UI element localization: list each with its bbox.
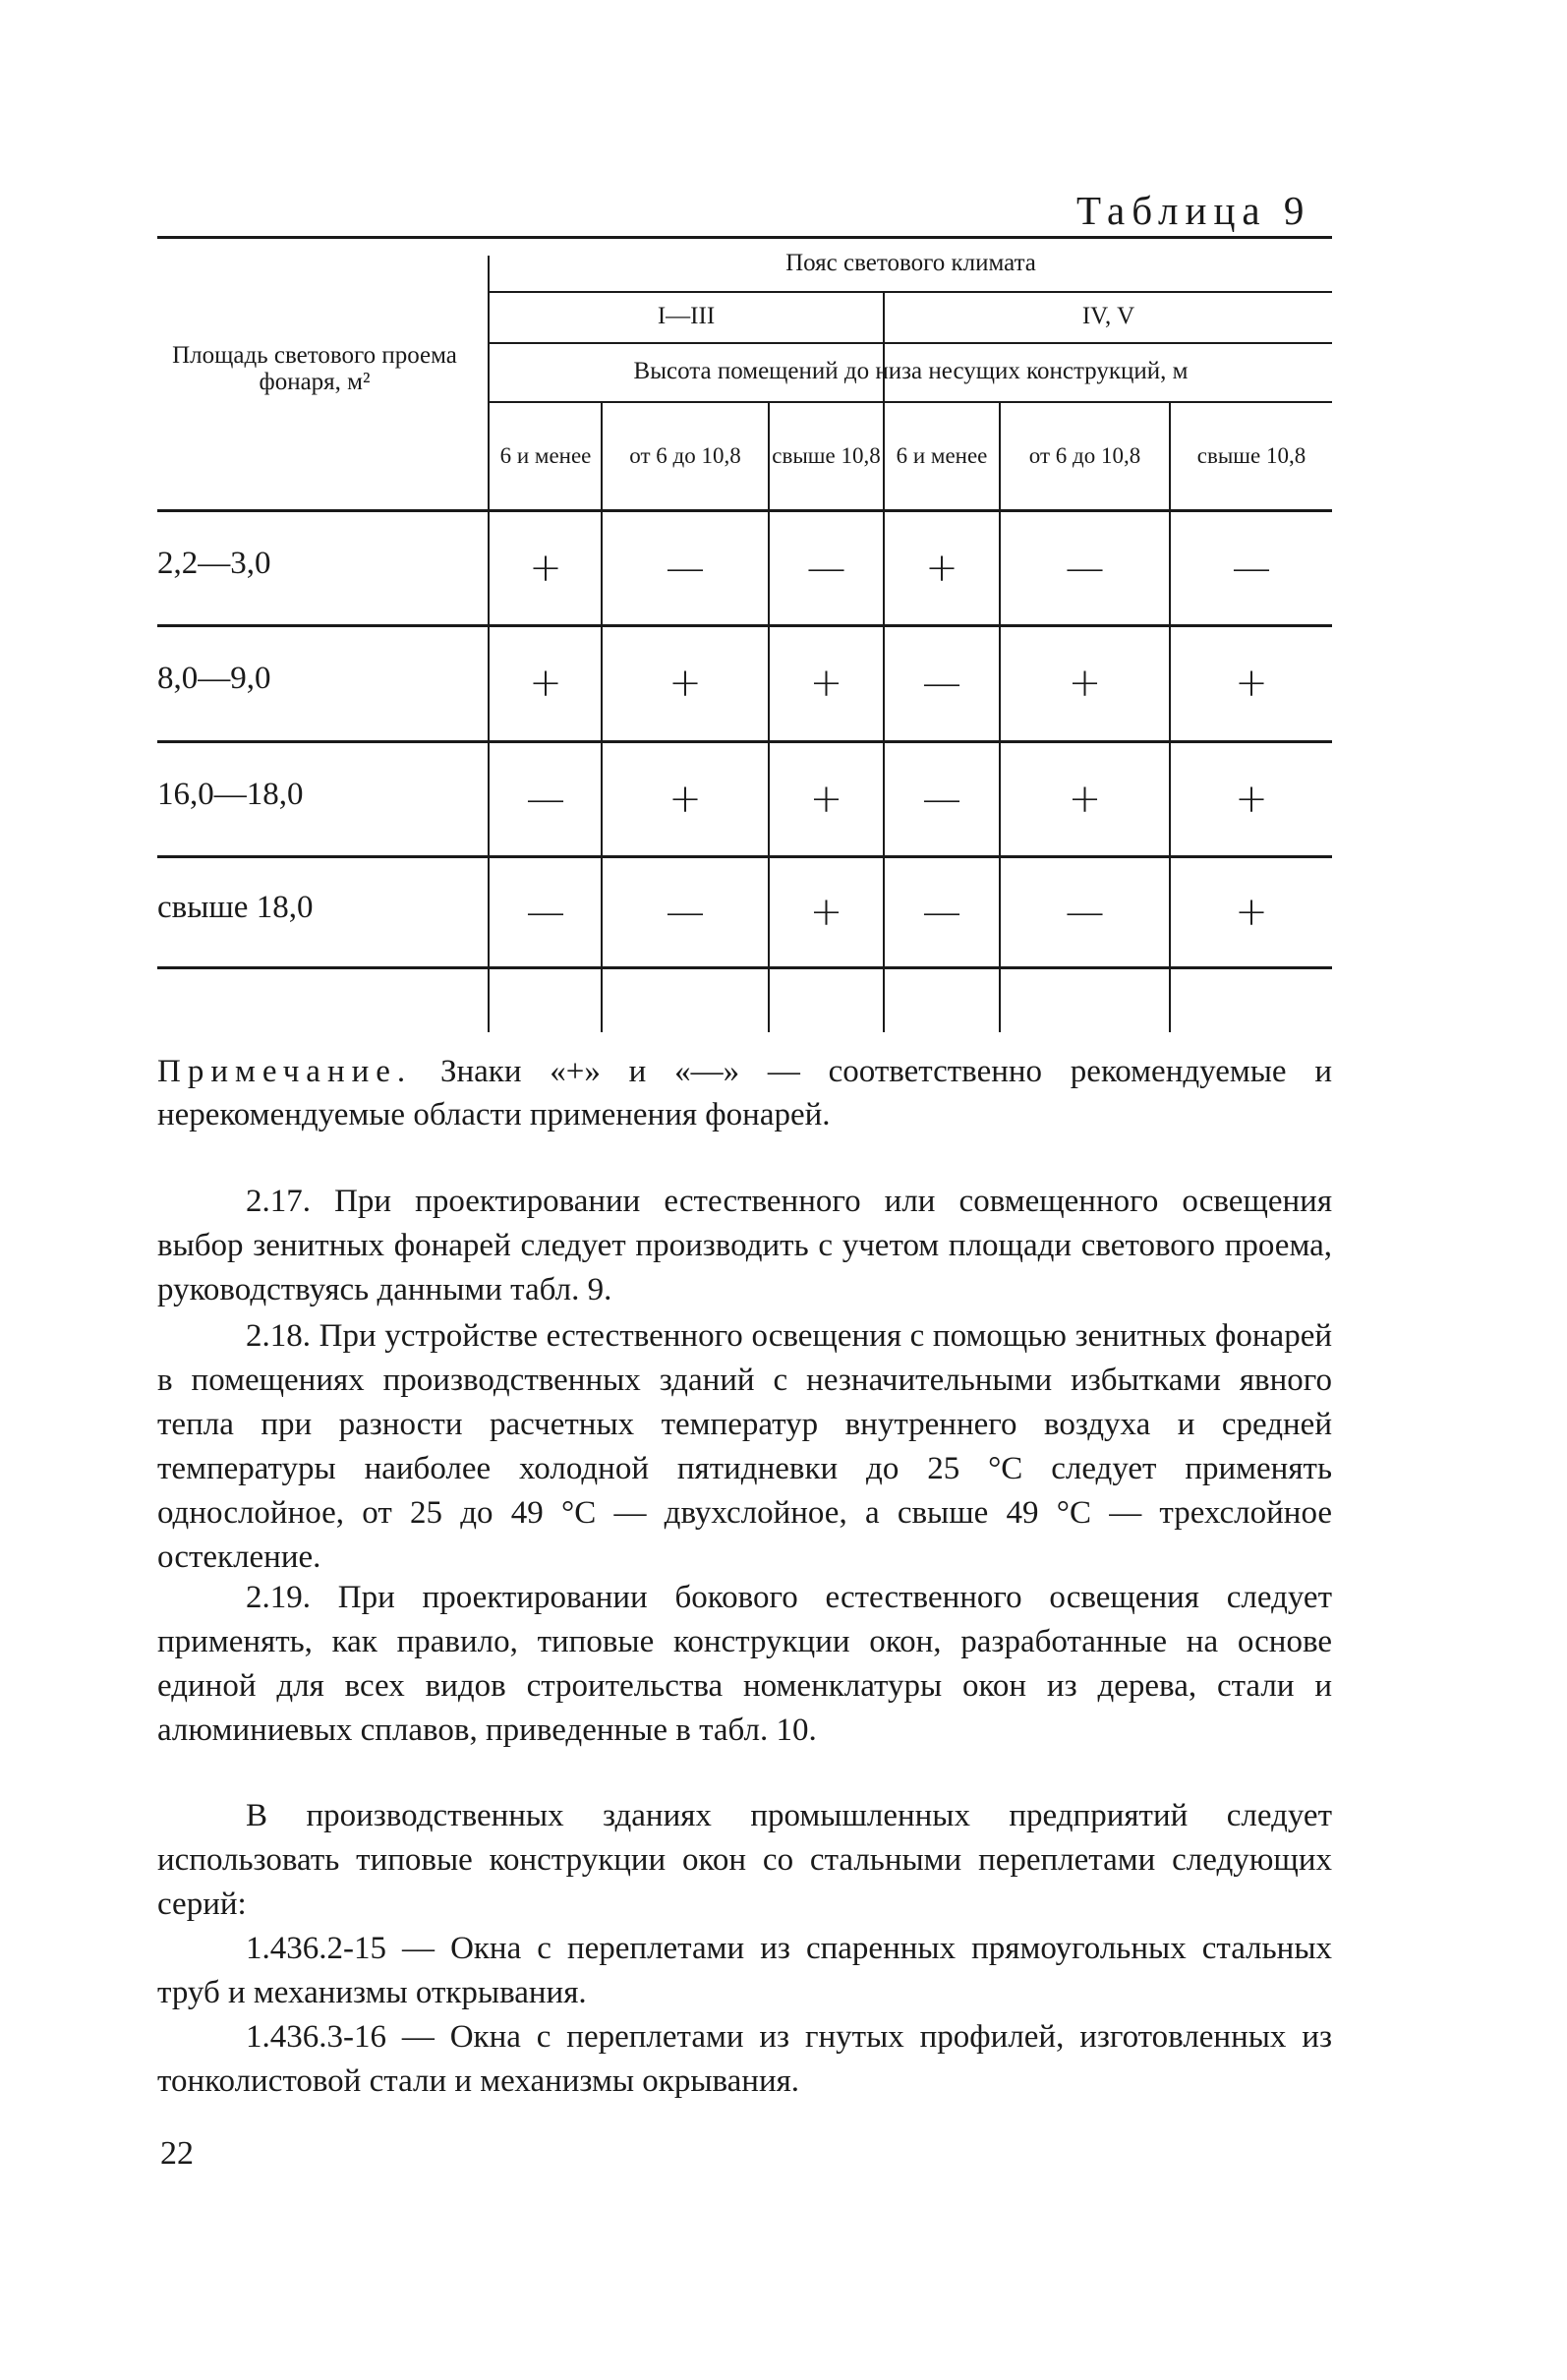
table-cell: + (668, 661, 702, 706)
table-cell: — (666, 545, 705, 591)
height-col-2: от 6 до 10,8 (629, 443, 741, 469)
zone-group-1: I—III (657, 303, 716, 330)
table-cell: — (806, 545, 846, 591)
zone-group-2: IV, V (1081, 303, 1135, 330)
table-note (157, 1050, 1332, 1136)
area-column-header: Площадь светового проема фонаря, м² (172, 341, 457, 395)
table-cell: — (922, 776, 961, 822)
table-cell: + (809, 889, 843, 935)
table-cell: + (1068, 661, 1102, 706)
table-cell: — (526, 889, 565, 935)
height-col-3: свыше 10,8 (772, 443, 881, 469)
table-cell: — (1232, 545, 1271, 591)
row-area-label: 8,0—9,0 (157, 661, 271, 696)
height-header: Высота помещений до низа несущих конструкций, м (633, 358, 1189, 385)
note-label: Примечание. (157, 1054, 413, 1089)
paragraph-2-17: 2.17. При проектировании естественного или совмещенного освещения выбор зенитных фонарей следует производить с учетом площади светового проема, руководствуясь данными табл. 9. (157, 1184, 1332, 1307)
table-cell: + (1235, 661, 1268, 706)
table-cell: + (529, 661, 562, 706)
series-item-1: 1.436.2-15 — Окна с переплетами из спаренных прямоугольных стальных труб и механизмы открывания. (157, 1931, 1332, 2010)
note-text: Знаки «+» и «—» — соответственно рекомендуемые и нерекомендуемые области применения фонарей. (157, 1054, 1333, 1132)
series-item-2: 1.436.3-16 — Окна с переплетами из гнутых профилей, изготовленных из тонколистовой стали и механизмы окрывания. (157, 2019, 1332, 2099)
table-cell: + (925, 545, 958, 591)
table-cell: — (666, 889, 705, 935)
row-area-label: 2,2—3,0 (157, 546, 271, 581)
height-col-1: 6 и менее (499, 443, 592, 469)
table-title: Таблица 9 (1076, 188, 1311, 233)
paragraph-2-19: 2.19. При проектировании бокового естественного освещения следует применять, как правило, типовые конструкции окон, разработанные на основе единой для всех видов строительства номенклатуры окон из дерева, стали и алюминиевых сплавов, приведенные в табл. 10. (157, 1580, 1332, 1748)
table-cell: — (922, 661, 961, 706)
page-number: 22 (160, 2135, 194, 2172)
row-area-label: свыше 18,0 (157, 890, 314, 925)
height-col-4: 6 и менее (896, 443, 988, 469)
paragraph-series-intro: В производственных зданиях промышленных предприятий следует использовать типовые конструкции окон со стальными переплетами следующих серий: (157, 1798, 1332, 1922)
table-cell: + (529, 545, 562, 591)
table-cell: + (809, 661, 843, 706)
row-area-label: 16,0—18,0 (157, 777, 304, 812)
table-cell: — (1065, 545, 1105, 591)
paragraph-2-18: 2.18. При устройстве естественного освещения с помощью зенитных фонарей в помещениях производственных зданий с незначительными избытками явного тепла при разности расчетных температур внутреннего воздуха и средней температуры наиболее холодной пятидневки до 25 °С следует применять однослойное, от 25 до 49 °С — двухслойное, а свыше 49 °С — трехслойное остекление. (157, 1318, 1332, 1575)
table-cell: + (809, 776, 843, 822)
table-cell: + (1068, 776, 1102, 822)
height-col-5: от 6 до 10,8 (1028, 443, 1141, 469)
table-cell: + (1235, 889, 1268, 935)
table-cell: — (922, 889, 961, 935)
data-table (157, 236, 1337, 1022)
table-cell: — (526, 776, 565, 822)
table-cell: + (668, 776, 702, 822)
row4-rule (157, 966, 1332, 969)
zone-header: Пояс светового климата (785, 250, 1036, 277)
table-cell: — (1065, 889, 1105, 935)
height-col-6: свыше 10,8 (1196, 443, 1306, 469)
table-cell: + (1235, 776, 1268, 822)
